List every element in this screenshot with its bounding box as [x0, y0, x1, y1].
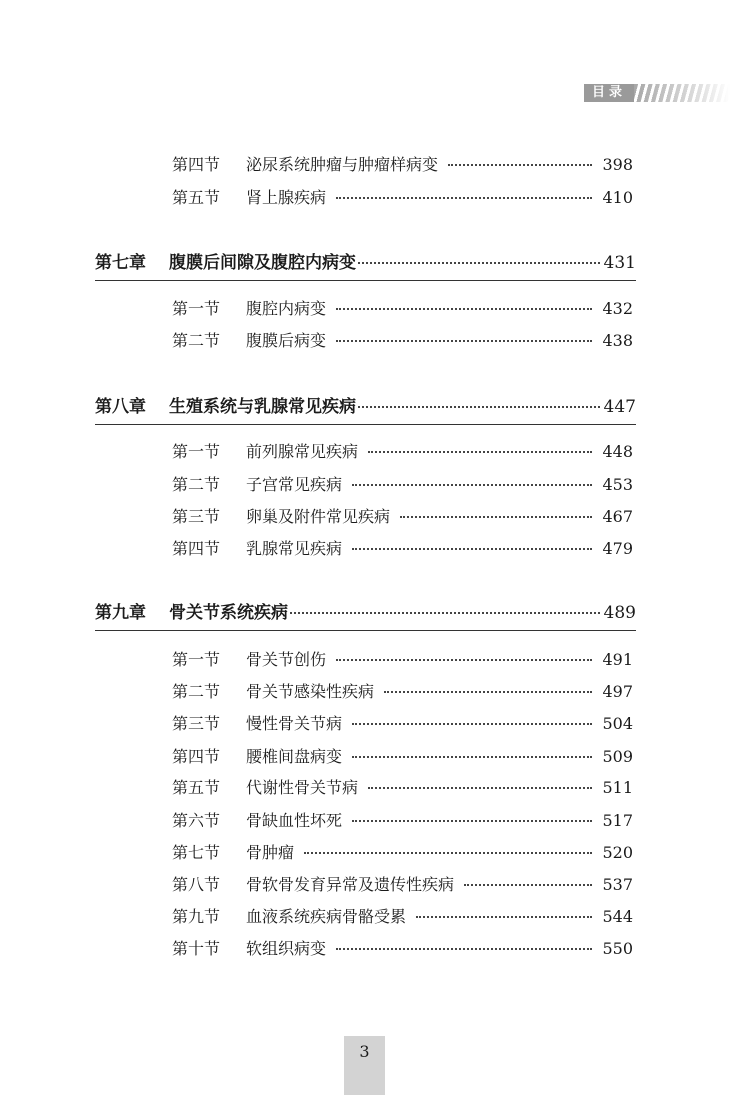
- entry-title: 腹膜后病变: [246, 331, 327, 350]
- toc-entry-section[interactable]: [172, 809, 633, 833]
- entry-page: 504: [602, 714, 633, 733]
- entry-number: 第四节: [172, 747, 221, 766]
- chapter-title: 骨关节系统疾病: [169, 603, 288, 623]
- toc-entry-section[interactable]: [172, 776, 633, 800]
- toc-entry-section[interactable]: [172, 537, 633, 561]
- dot-leader: [400, 515, 592, 518]
- entry-number: 第八节: [172, 875, 221, 894]
- chapter-number: 第八章: [95, 397, 146, 417]
- entry-page: 491: [602, 650, 633, 669]
- toc-header-tab: [584, 84, 730, 102]
- toc-entry-section[interactable]: [172, 712, 633, 736]
- entry-title: 乳腺常见疾病: [246, 539, 343, 558]
- entry-page: 448: [602, 442, 633, 461]
- toc-entry-section[interactable]: [172, 440, 633, 464]
- entry-title: 慢性骨关节病: [246, 714, 343, 733]
- entry-number: 第二节: [172, 682, 221, 701]
- entry-title: 骨软骨发育异常及遗传性疾病: [246, 875, 455, 894]
- entry-number: 第一节: [172, 442, 221, 461]
- entry-title: 卵巢及附件常见疾病: [246, 507, 391, 526]
- dot-leader: [358, 405, 600, 408]
- toc-entry-chapter[interactable]: [95, 251, 636, 275]
- entry-title: 骨缺血性坏死: [246, 811, 343, 830]
- chapter-title: 生殖系统与乳腺常见疾病: [169, 397, 356, 417]
- dot-leader: [384, 690, 592, 693]
- entry-number: 第四节: [172, 155, 221, 174]
- entry-page: 410: [602, 188, 633, 207]
- chapter-page: 431: [603, 253, 636, 273]
- toc-entry-section[interactable]: [172, 841, 633, 865]
- dot-leader: [304, 851, 592, 854]
- entry-page: 520: [602, 843, 633, 862]
- dot-leader: [352, 547, 592, 550]
- entry-page: 453: [602, 475, 633, 494]
- toc-entry-section[interactable]: [172, 648, 633, 672]
- dot-leader: [352, 483, 592, 486]
- entry-title: 骨关节感染性疾病: [246, 682, 375, 701]
- entry-page: 511: [602, 778, 633, 797]
- dot-leader: [352, 819, 592, 822]
- entry-title: 代谢性骨关节病: [246, 778, 359, 797]
- chapter-title: 腹膜后间隙及腹腔内病变: [169, 253, 356, 273]
- toc-entry-section[interactable]: [172, 153, 633, 177]
- entry-title: 腰椎间盘病变: [246, 747, 343, 766]
- entry-number: 第一节: [172, 650, 221, 669]
- entry-number: 第三节: [172, 507, 221, 526]
- dot-leader: [352, 755, 592, 758]
- dot-leader: [336, 947, 592, 950]
- entry-page: 550: [602, 939, 633, 958]
- chapter-divider: [95, 424, 636, 425]
- toc-entry-section[interactable]: [172, 329, 633, 353]
- dot-leader: [416, 915, 592, 918]
- chapter-number: 第七章: [95, 253, 146, 273]
- entry-page: 467: [602, 507, 633, 526]
- chapter-page: 489: [603, 603, 636, 623]
- toc-entry-section[interactable]: [172, 905, 633, 929]
- entry-page: 432: [602, 299, 633, 318]
- entry-page: 438: [602, 331, 633, 350]
- entry-title: 前列腺常见疾病: [246, 442, 359, 461]
- entry-number: 第十节: [172, 939, 221, 958]
- entry-page: 537: [602, 875, 633, 894]
- entry-page: 479: [602, 539, 633, 558]
- entry-page: 398: [602, 155, 633, 174]
- entry-number: 第七节: [172, 843, 221, 862]
- dot-leader: [358, 261, 600, 264]
- chapter-page: 447: [603, 397, 636, 417]
- entry-number: 第六节: [172, 811, 221, 830]
- toc-entry-section[interactable]: [172, 745, 633, 769]
- toc-entry-section[interactable]: [172, 680, 633, 704]
- toc-entry-section[interactable]: [172, 873, 633, 897]
- chapter-number: 第九章: [95, 603, 146, 623]
- toc-entry-section[interactable]: [172, 473, 633, 497]
- entry-title: 软组织病变: [246, 939, 327, 958]
- entry-number: 第二节: [172, 475, 221, 494]
- dot-leader: [352, 722, 592, 725]
- entry-number: 第四节: [172, 539, 221, 558]
- toc-entry-section[interactable]: [172, 937, 633, 961]
- dot-leader: [336, 196, 592, 199]
- dot-leader: [336, 658, 592, 661]
- toc-header-label: 目录: [584, 84, 634, 102]
- dot-leader: [368, 786, 592, 789]
- entry-title: 血液系统疾病骨骼受累: [246, 907, 407, 926]
- dot-leader: [464, 883, 592, 886]
- toc-entry-chapter[interactable]: [95, 395, 636, 419]
- chapter-divider: [95, 630, 636, 631]
- dot-leader: [448, 163, 592, 166]
- entry-page: 517: [602, 811, 633, 830]
- dot-leader: [336, 339, 592, 342]
- entry-title: 骨关节创伤: [246, 650, 327, 669]
- entry-title: 肾上腺疾病: [246, 188, 327, 207]
- entry-page: 509: [602, 747, 633, 766]
- entry-page: 544: [602, 907, 633, 926]
- dot-leader: [290, 611, 600, 614]
- dot-leader: [368, 450, 592, 453]
- toc-entry-section[interactable]: [172, 186, 633, 210]
- page-number: 3: [359, 1042, 370, 1061]
- toc-entry-section[interactable]: [172, 297, 633, 321]
- entry-number: 第一节: [172, 299, 221, 318]
- entry-title: 骨肿瘤: [246, 843, 295, 862]
- entry-page: 497: [602, 682, 633, 701]
- entry-number: 第三节: [172, 714, 221, 733]
- entry-number: 第二节: [172, 331, 221, 350]
- entry-number: 第五节: [172, 188, 221, 207]
- entry-title: 腹腔内病变: [246, 299, 327, 318]
- toc-entry-chapter[interactable]: [95, 601, 636, 625]
- dot-leader: [336, 307, 592, 310]
- entry-number: 第五节: [172, 778, 221, 797]
- entry-number: 第九节: [172, 907, 221, 926]
- entry-title: 泌尿系统肿瘤与肿瘤样病变: [246, 155, 439, 174]
- chapter-divider: [95, 280, 636, 281]
- toc-entry-section[interactable]: [172, 505, 633, 529]
- header-stripes-decoration: [634, 84, 730, 102]
- entry-title: 子宫常见疾病: [246, 475, 343, 494]
